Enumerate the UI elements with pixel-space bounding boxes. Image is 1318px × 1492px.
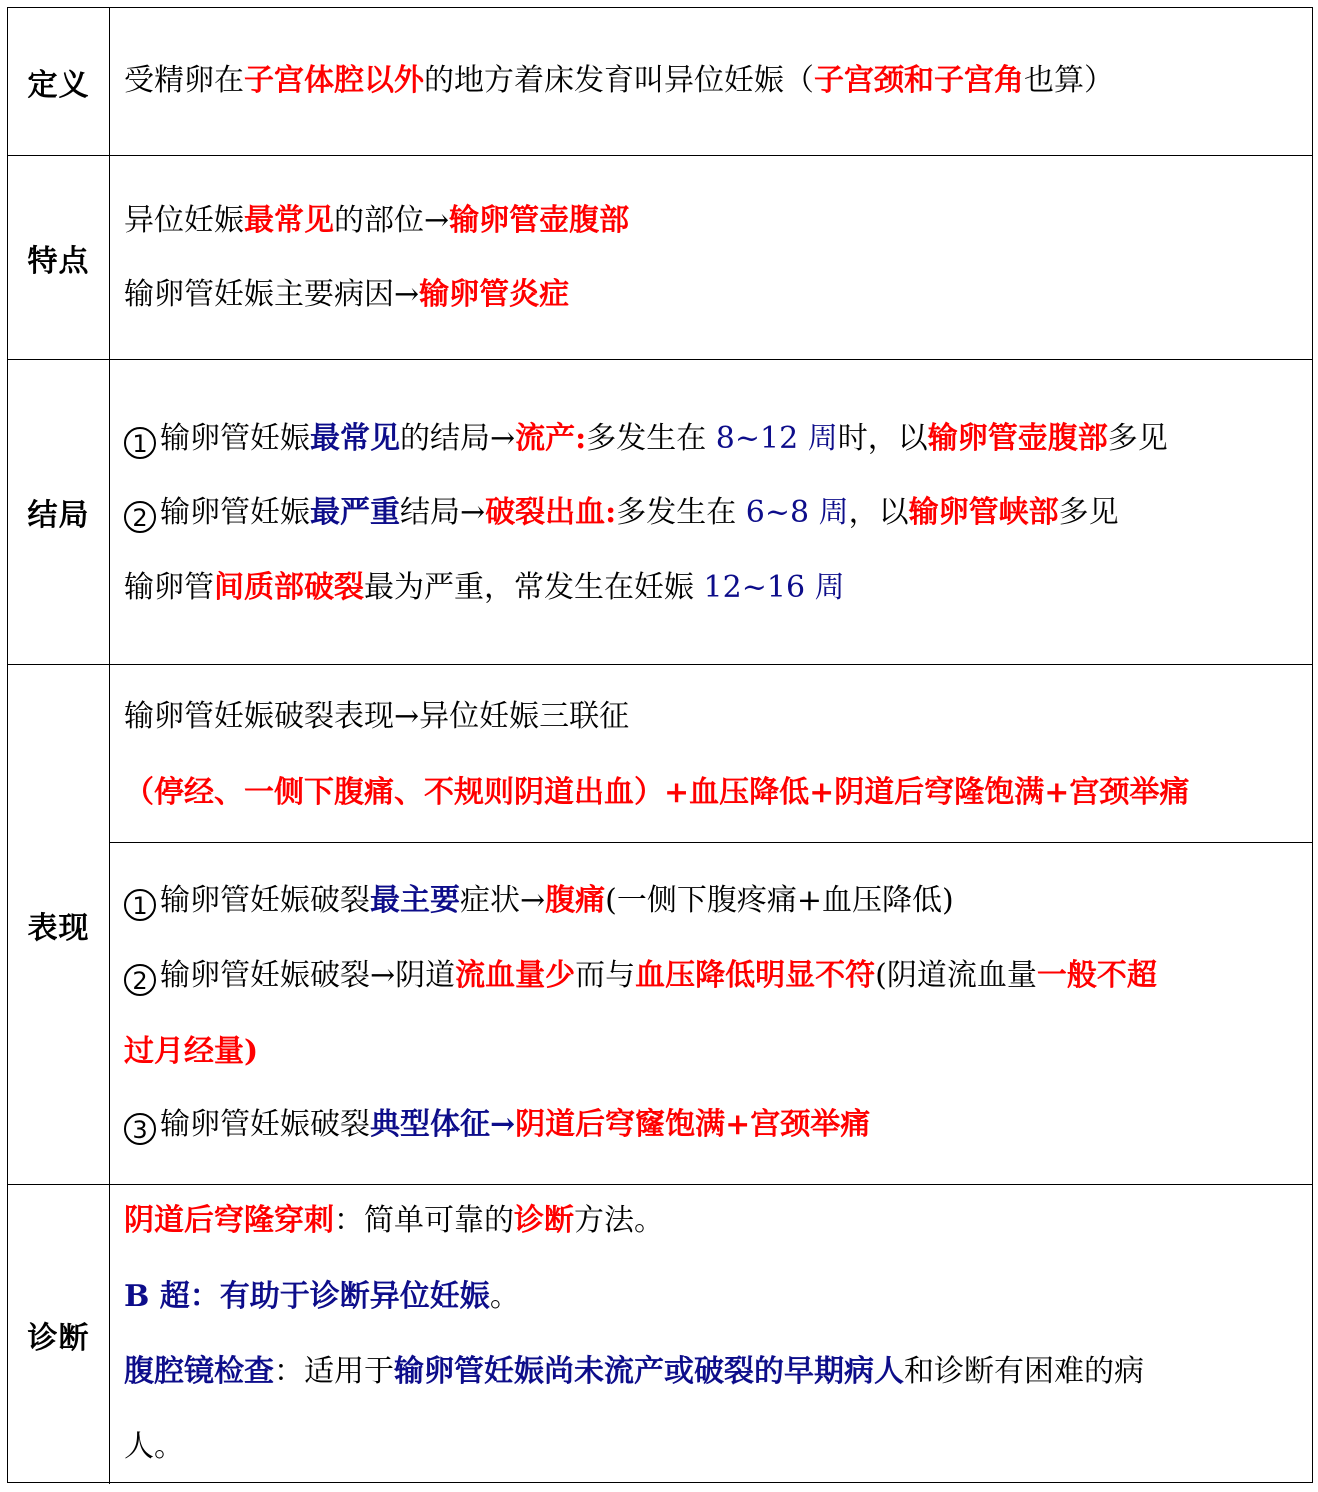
body-text: 和诊断有困难的病 xyxy=(904,1354,1144,1389)
body-text: (一侧下腹疼痛+血压降低) xyxy=(605,883,954,918)
manifestation-detail-cell xyxy=(110,842,1312,1185)
emphasis-text: 8~12 周 xyxy=(715,421,838,456)
highlight-text: 子宫颈和子宫角 xyxy=(814,63,1024,98)
highlight-text: 输卵管壶腹部 xyxy=(927,421,1108,456)
text-line xyxy=(124,275,569,315)
body-text: 输卵管妊娠 xyxy=(160,495,310,530)
body-text: 的结局→ xyxy=(400,421,516,456)
text-line xyxy=(124,1427,184,1467)
body-text: 输卵管妊娠破裂表现→异位妊娠三联征 xyxy=(124,699,630,734)
emphasis-text: 6~8 周 xyxy=(745,495,849,530)
row-features xyxy=(8,155,1312,359)
highlight-text: 破裂出血: xyxy=(485,495,617,530)
body-text: 结局→ xyxy=(400,495,486,530)
circled-number: 2 xyxy=(124,501,156,533)
emphasis-text: 最严重 xyxy=(310,495,400,530)
body-text: 时，以 xyxy=(837,421,928,456)
row-outcome xyxy=(8,359,1312,664)
body-text: ：适用于 xyxy=(274,1354,394,1389)
text-line xyxy=(124,1201,664,1241)
highlight-text: 输卵管炎症 xyxy=(419,277,570,312)
body-text: 输卵管妊娠主要病因→ xyxy=(124,277,420,312)
highlight-text: 血压降低明显不符 xyxy=(635,958,876,993)
body-text: 多见 xyxy=(1107,421,1168,456)
body-text: 输卵管妊娠破裂→阴道 xyxy=(160,958,456,993)
body-text: 输卵管妊娠破裂 xyxy=(160,883,370,918)
row-label: 诊断 xyxy=(8,1185,110,1484)
highlight-text: 诊断 xyxy=(514,1203,574,1238)
highlight-text: 流血量少 xyxy=(455,958,576,993)
text-line xyxy=(124,568,845,608)
row-label: 特点 xyxy=(8,156,110,359)
highlight-text: 一般不超 xyxy=(1036,958,1157,993)
circled-number: 2 xyxy=(124,964,156,996)
row-definition xyxy=(8,8,1312,155)
text-line xyxy=(124,697,629,737)
text-line xyxy=(124,1277,520,1317)
body-text: 异位妊娠 xyxy=(124,203,244,238)
text-line xyxy=(124,956,1157,996)
body-text: 而与 xyxy=(575,958,636,993)
body-text: 的部位→ xyxy=(334,203,450,238)
row-label: 定义 xyxy=(8,8,110,155)
row-content xyxy=(110,665,1312,1184)
body-text: 最为严重，常发生在妊娠 xyxy=(364,570,704,605)
row-label: 结局 xyxy=(8,360,110,664)
body-text: (阴道流血量 xyxy=(875,958,1037,993)
emphasis-text: 典型体征→ xyxy=(370,1107,516,1142)
row-content xyxy=(110,8,1312,155)
highlight-text: 输卵管峡部 xyxy=(908,495,1059,530)
highlight-text: 间质部破裂 xyxy=(214,570,364,605)
circled-number: 1 xyxy=(124,889,156,921)
body-text: 。 xyxy=(489,1279,520,1314)
highlight-text: 阴道后穹窿饱满+宫颈举痛 xyxy=(515,1107,871,1142)
highlight-text: 阴道后穹隆穿刺 xyxy=(124,1203,334,1238)
emphasis-text: 腹腔镜检查 xyxy=(124,1354,274,1389)
body-text: 输卵管妊娠破裂 xyxy=(160,1107,370,1142)
body-text: 多发生在 xyxy=(616,495,746,530)
text-line xyxy=(124,773,1189,813)
body-text: 方法。 xyxy=(574,1203,664,1238)
text-line xyxy=(124,419,1168,459)
emphasis-text: 输卵管妊娠尚未流产或破裂的早期病人 xyxy=(394,1354,904,1389)
highlight-text: 最常见 xyxy=(244,203,334,238)
body-text: 多发生在 xyxy=(586,421,716,456)
body-text: 输卵管妊娠 xyxy=(160,421,310,456)
text-line xyxy=(124,493,1119,533)
emphasis-text: 最常见 xyxy=(310,421,400,456)
row-content xyxy=(110,1185,1312,1484)
body-text: 输卵管 xyxy=(124,570,214,605)
circled-number: 3 xyxy=(124,1113,156,1145)
text-line xyxy=(124,881,954,921)
row-content xyxy=(110,156,1312,359)
notes-table xyxy=(7,7,1313,1483)
text-line xyxy=(124,201,629,241)
emphasis-text: 12~16 周 xyxy=(703,570,845,605)
body-text: ：简单可靠的 xyxy=(334,1203,514,1238)
manifestation-triad-cell xyxy=(110,665,1312,842)
highlight-text: 子宫体腔以外 xyxy=(244,63,424,98)
body-text: 多见 xyxy=(1058,495,1119,530)
text-line xyxy=(124,1032,258,1072)
row-manifestation xyxy=(8,664,1312,1184)
body-text: 人。 xyxy=(124,1429,184,1464)
circled-number: 1 xyxy=(124,427,156,459)
row-label: 表现 xyxy=(8,665,110,1184)
text-line xyxy=(124,1105,870,1145)
row-content xyxy=(110,360,1312,664)
text-line xyxy=(124,61,1114,101)
text-line xyxy=(124,1352,1144,1392)
highlight-text: 过月经量) xyxy=(124,1034,259,1069)
body-text: 症状→ xyxy=(460,883,546,918)
highlight-text: （停经、一侧下腹痛、不规则阴道出血）+血压降低+阴道后穹隆饱满+宫颈举痛 xyxy=(124,775,1190,810)
emphasis-text: 最主要 xyxy=(370,883,460,918)
highlight-text: 流产: xyxy=(515,421,587,456)
emphasis-text: B 超：有助于诊断异位妊娠 xyxy=(124,1279,490,1314)
highlight-text: 腹痛 xyxy=(545,883,606,918)
body-text: 的地方着床发育叫异位妊娠（ xyxy=(424,63,814,98)
body-text: ，以 xyxy=(848,495,909,530)
row-diagnosis xyxy=(8,1184,1312,1484)
body-text: 受精卵在 xyxy=(124,63,244,98)
highlight-text: 输卵管壶腹部 xyxy=(449,203,630,238)
body-text: 也算） xyxy=(1024,63,1114,98)
